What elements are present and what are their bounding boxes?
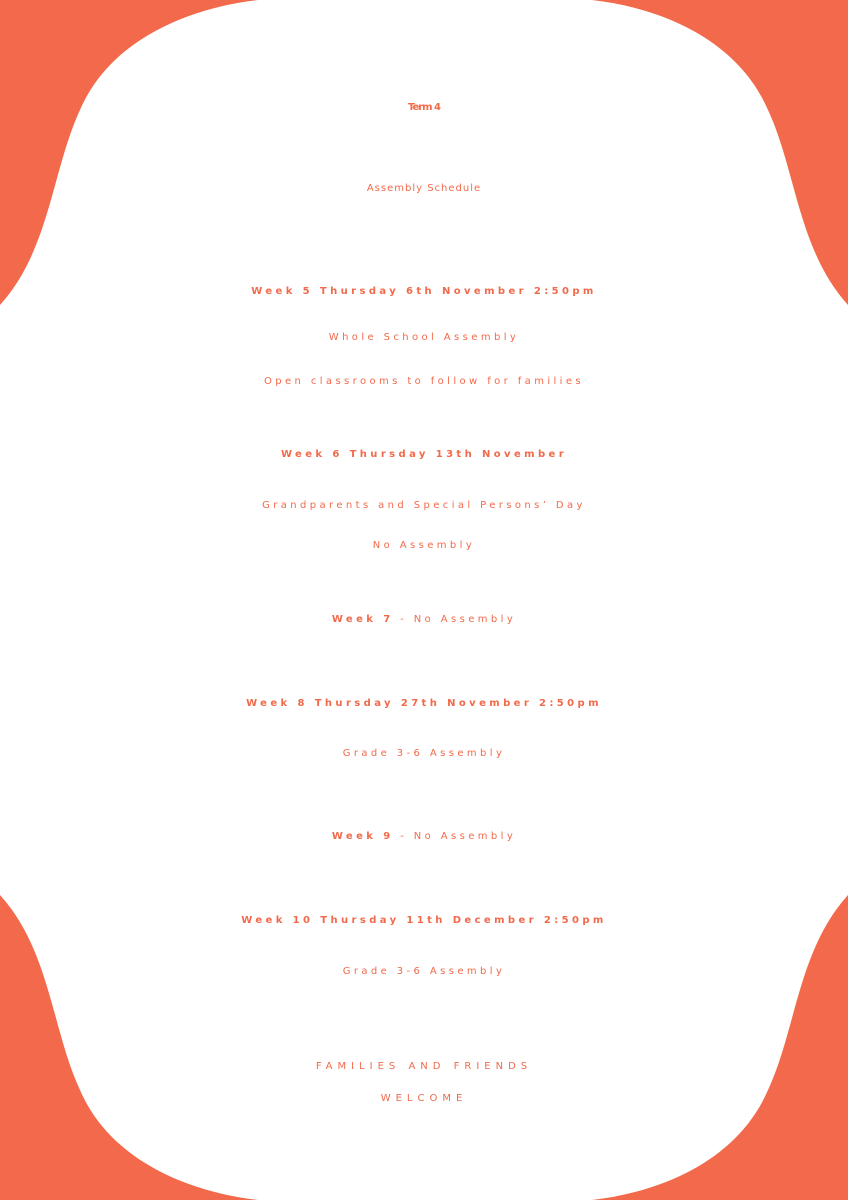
footer-line-2: WELCOME bbox=[380, 1093, 468, 1104]
week-7-note: - No Assembly bbox=[393, 614, 517, 625]
week-5-heading: Week 5 Thursday 6th November 2:50pm bbox=[251, 286, 597, 297]
week-5-detail-1: Whole School Assembly bbox=[328, 332, 520, 343]
week-9-heading: Week 9 bbox=[331, 831, 394, 842]
week-7-heading: Week 7 bbox=[331, 614, 394, 625]
week-9-row bbox=[0, 821, 848, 853]
week-6-heading: Week 6 Thursday 13th November bbox=[280, 449, 568, 460]
week-6-detail-2: No Assembly bbox=[372, 540, 476, 551]
week-10-heading: Week 10 Thursday 11th December 2:50pm bbox=[241, 915, 607, 926]
week-8-detail-1: Grade 3-6 Assembly bbox=[342, 748, 506, 759]
week-10-detail-1: Grade 3-6 Assembly bbox=[342, 966, 506, 977]
page-title: Term 4 bbox=[407, 102, 441, 113]
week-5-detail-2: Open classrooms to follow for families bbox=[263, 376, 585, 387]
page-subtitle: Assembly Schedule bbox=[366, 183, 482, 194]
week-7-row bbox=[0, 604, 848, 636]
footer-line-1: FAMILIES AND FRIENDS bbox=[315, 1061, 533, 1072]
week-6-detail-1: Grandparents and Special Persons’ Day bbox=[262, 500, 586, 511]
week-9-note: - No Assembly bbox=[393, 831, 517, 842]
week-8-heading: Week 8 Thursday 27th November 2:50pm bbox=[246, 698, 602, 709]
